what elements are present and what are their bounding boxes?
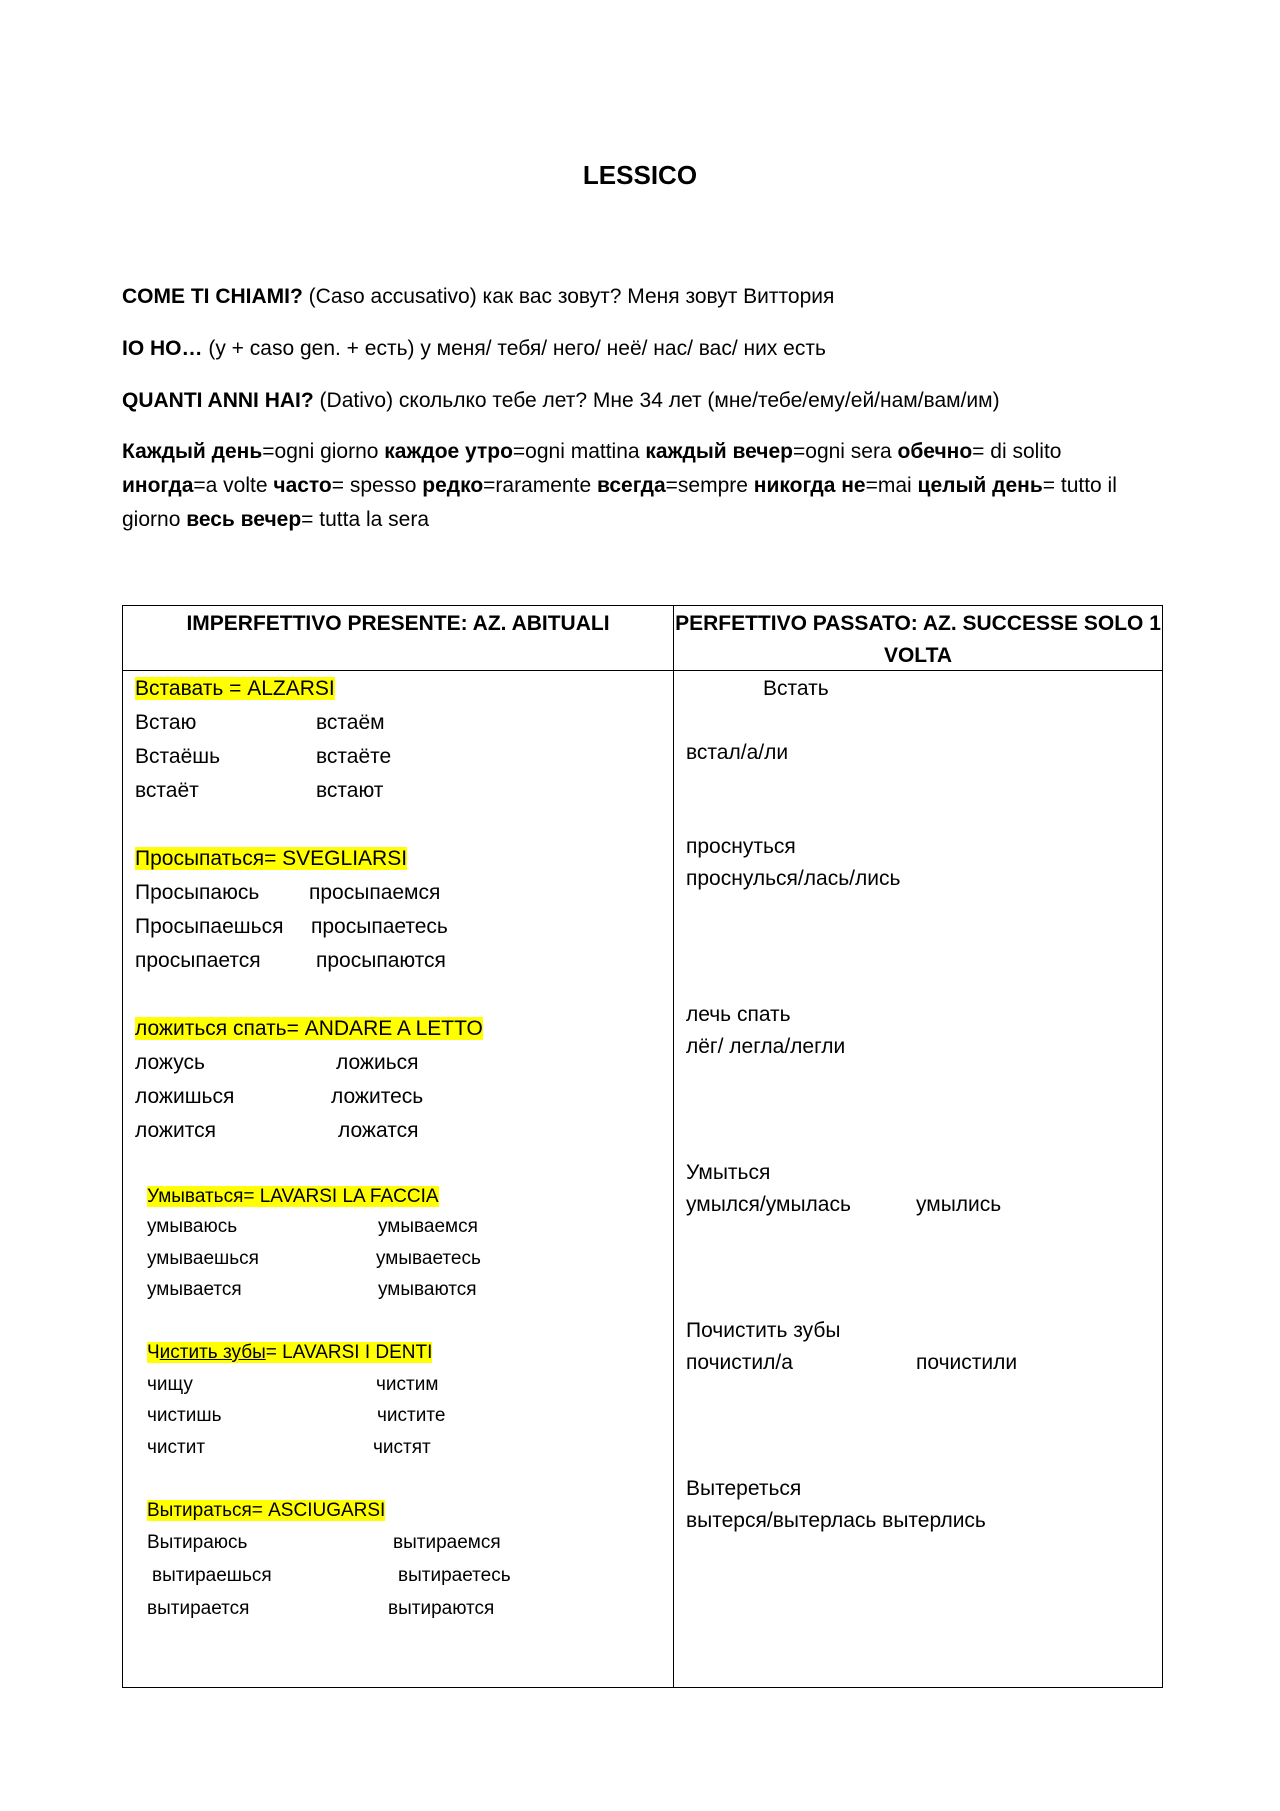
vocab-translation: = di solito bbox=[972, 440, 1062, 463]
vocab-term: целый день bbox=[917, 474, 1043, 497]
verb-heading: ложиться спать= ANDARE A LETTO bbox=[135, 1017, 483, 1040]
vocab-term: редко bbox=[422, 474, 484, 497]
intro-line-2 bbox=[122, 332, 1162, 366]
conj-form: умываешься bbox=[147, 1248, 259, 1269]
phrase-bold: QUANTI ANNI HAI? bbox=[122, 389, 314, 412]
verb-heading: Вставать = ALZARSI bbox=[135, 677, 335, 700]
column-divider bbox=[673, 606, 674, 1687]
vocab-translation: = spesso bbox=[331, 474, 423, 497]
conj-form: умываетесь bbox=[376, 1248, 481, 1269]
conj-form: Встаёшь bbox=[135, 745, 221, 768]
phrase-text: (Caso accusativo) как вас зовут? Меня зовут Виттория bbox=[302, 285, 835, 308]
conj-form: вытираетесь bbox=[398, 1565, 511, 1586]
vocab-translation: = tutto il giorno bbox=[122, 474, 1117, 531]
conj-form: Вытираюсь bbox=[147, 1532, 248, 1553]
conj-form: умываемся bbox=[378, 1216, 478, 1237]
conj-form: ложатся bbox=[338, 1119, 419, 1142]
conj-form: ложится bbox=[135, 1119, 216, 1142]
vocab-translation: = tutta la sera bbox=[301, 508, 429, 531]
verb-heading: Вытираться= ASCIUGARSI bbox=[147, 1500, 386, 1521]
perf-past: лёг/ легла/легли bbox=[686, 1035, 846, 1058]
vocab-term: часто bbox=[273, 474, 332, 497]
conj-form: чистите bbox=[377, 1405, 446, 1426]
vocab-term: весь вечер bbox=[186, 508, 302, 531]
conj-form: встают bbox=[316, 779, 384, 802]
conj-form: вытираемся bbox=[393, 1532, 501, 1553]
vocab-translation: =raramente bbox=[483, 474, 597, 497]
vocab-term: Каждый день bbox=[122, 440, 263, 463]
phrase-text: (у + caso gen. + есть) у меня/ тебя/ него/ неё/ нас/ вас/ них есть bbox=[202, 337, 826, 360]
conj-form: умываюсь bbox=[147, 1216, 238, 1237]
perf-infinitive: Умыться bbox=[686, 1161, 771, 1184]
vocab-term: всегда bbox=[596, 474, 666, 497]
conj-form: встаёте bbox=[316, 745, 392, 768]
conj-form: просыпаетесь bbox=[311, 915, 448, 938]
conj-form: умывается bbox=[147, 1279, 242, 1300]
perf-past-plural: почистили bbox=[916, 1351, 1018, 1374]
phrase-bold: IO HO… bbox=[122, 337, 203, 360]
vocab-translation: =a volte bbox=[193, 474, 274, 497]
conj-form: вытираешься bbox=[152, 1565, 272, 1586]
conj-form: просыпается bbox=[135, 949, 261, 972]
conjugation-table bbox=[122, 605, 1163, 1688]
perf-past: встал/а/ли bbox=[686, 741, 789, 764]
conj-form: чищу bbox=[147, 1374, 193, 1395]
vocab-translation: =ogni sera bbox=[793, 440, 898, 463]
conj-form: вытираются bbox=[388, 1598, 495, 1619]
vocab-paragraph bbox=[122, 435, 1162, 537]
perf-infinitive: лечь спать bbox=[686, 1003, 791, 1026]
vocab-translation: =ogni mattina bbox=[512, 440, 646, 463]
conj-form: просыпаются bbox=[316, 949, 446, 972]
conj-form: ложиься bbox=[336, 1051, 419, 1074]
vocab-term: обечно bbox=[897, 440, 973, 463]
conj-form: вытирается bbox=[147, 1598, 250, 1619]
header-right: PERFETTIVO PASSATO: AZ. SUCCESSE SOLO 1 VOLTA bbox=[675, 612, 1161, 667]
verb-heading: Просыпаться= SVEGLIARSI bbox=[135, 847, 408, 870]
conj-form: встаёт bbox=[135, 779, 199, 802]
perf-infinitive: Почистить зубы bbox=[686, 1319, 841, 1342]
conj-form: ложитесь bbox=[331, 1085, 424, 1108]
conj-form: ложишься bbox=[135, 1085, 235, 1108]
perf-infinitive: Вытереться bbox=[686, 1477, 802, 1500]
vocab-term: никогда не bbox=[753, 474, 866, 497]
conj-form: Просыпаюсь bbox=[135, 881, 260, 904]
perf-infinitive: проснуться bbox=[686, 835, 796, 858]
vocab-translation: =sempre bbox=[665, 474, 754, 497]
conj-form: ложусь bbox=[135, 1051, 205, 1074]
conj-form: чистишь bbox=[147, 1405, 222, 1426]
page-title: LESSICO bbox=[582, 160, 698, 190]
vocab-term: каждый вечер bbox=[645, 440, 793, 463]
intro-line-3 bbox=[122, 384, 1162, 418]
perf-past: проснулься/лась/лись bbox=[686, 867, 901, 890]
vocab-term: иногда bbox=[122, 474, 194, 497]
perf-past: почистил/а bbox=[686, 1351, 793, 1374]
conj-form: чистят bbox=[373, 1437, 431, 1458]
perf-past-plural: умылись bbox=[916, 1193, 1002, 1216]
conj-form: чистит bbox=[147, 1437, 206, 1458]
conj-form: встаём bbox=[316, 711, 385, 734]
perf-past: вытерся/вытерлась вытерлись bbox=[686, 1509, 986, 1532]
phrase-bold: COME TI CHIAMI? bbox=[122, 285, 303, 308]
verb-heading: Умываться= LAVARSI LA FACCIA bbox=[147, 1186, 439, 1207]
conj-form: чистим bbox=[376, 1374, 439, 1395]
phrase-text: (Dativo) скольлко тебе лет? Мне 34 лет (мне/тебе/ему/ей/нам/вам/им) bbox=[313, 389, 1000, 412]
perf-past: умылся/умылась bbox=[686, 1193, 851, 1216]
header-left: IMPERFETTIVO PRESENTE: AZ. ABITUALI bbox=[186, 612, 610, 635]
vocab-translation: =mai bbox=[865, 474, 918, 497]
conj-form: Встаю bbox=[135, 711, 197, 734]
perf-infinitive: Встать bbox=[763, 677, 829, 700]
vocab-term: каждое утро bbox=[384, 440, 513, 463]
verb-heading: Чистить зубы= LAVARSI I DENTI bbox=[147, 1342, 433, 1363]
conj-form: умываются bbox=[378, 1279, 477, 1300]
conj-form: Просыпаешься bbox=[135, 915, 284, 938]
intro-line-1 bbox=[122, 280, 1162, 314]
vocab-translation: =ogni giorno bbox=[262, 440, 385, 463]
conj-form: просыпаемся bbox=[309, 881, 441, 904]
